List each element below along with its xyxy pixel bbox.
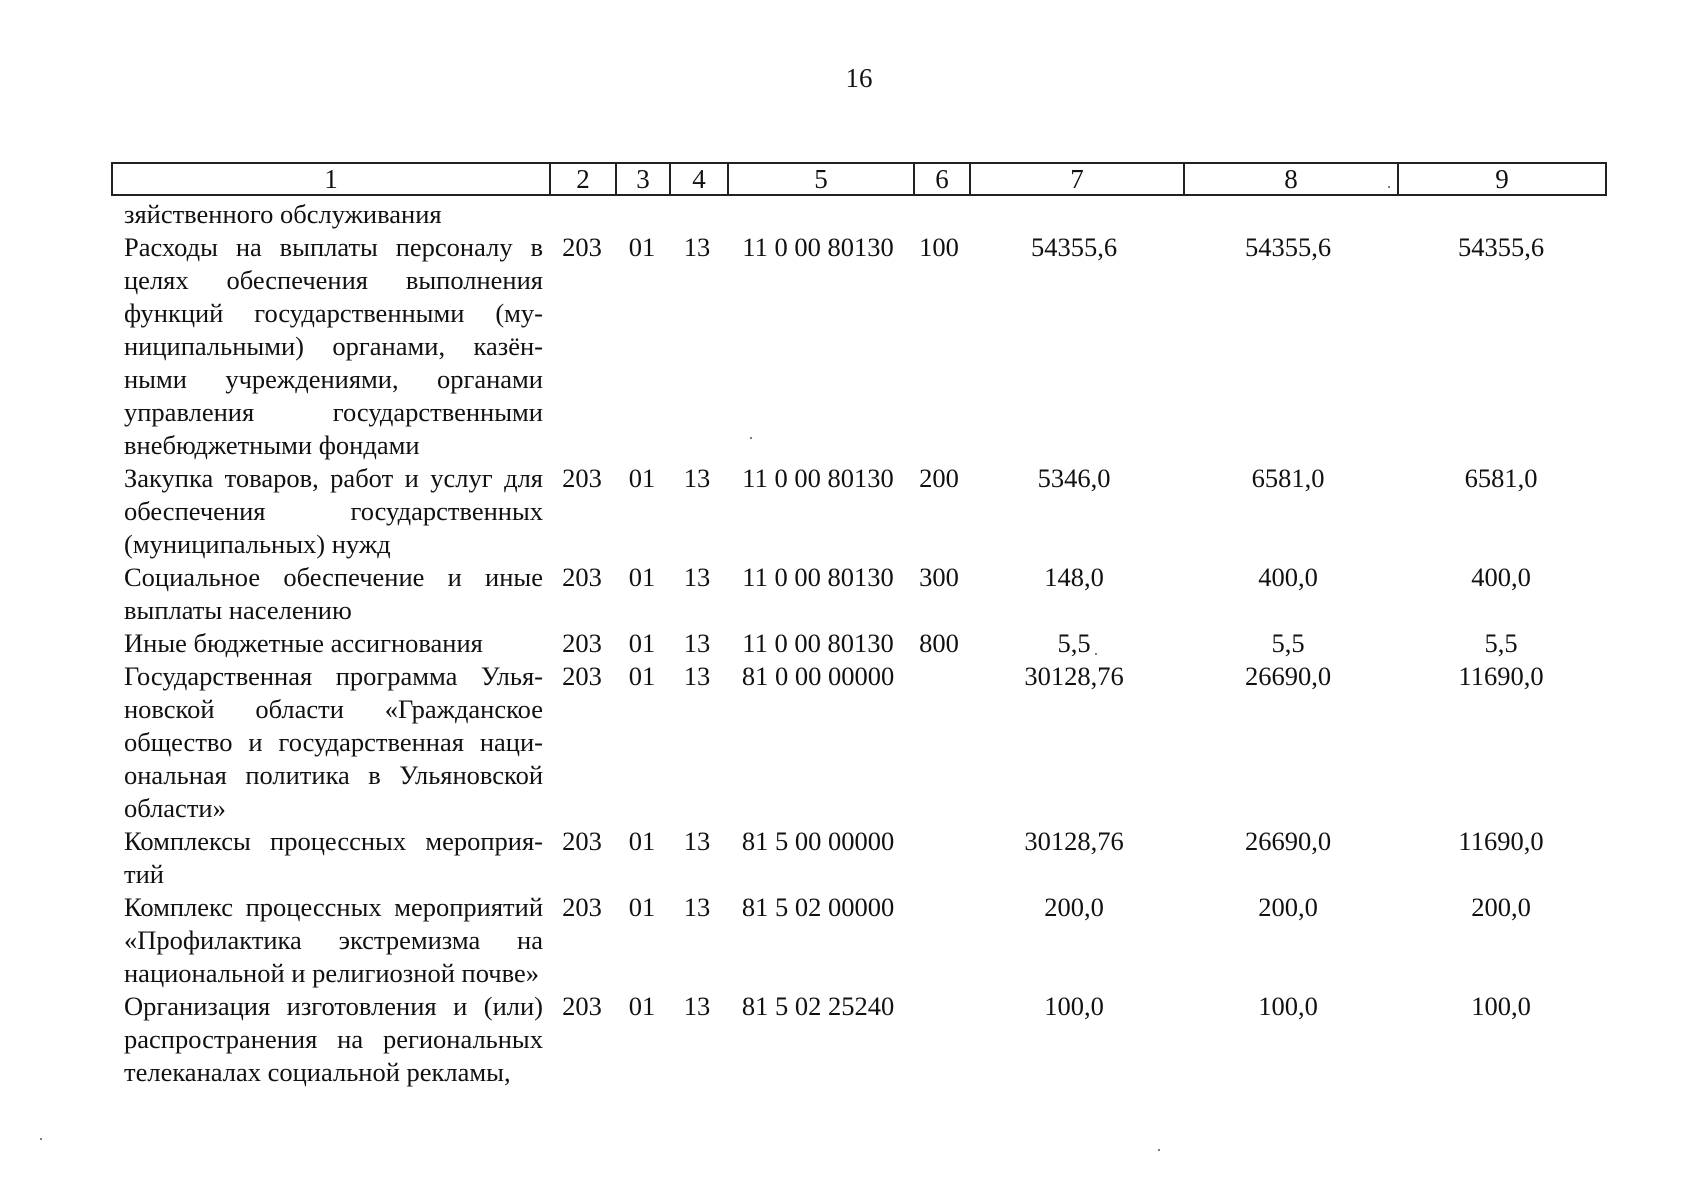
row-col-9 [1395, 198, 1607, 231]
row-col-7: 148,0 [1044, 562, 1104, 592]
scan-speck [750, 437, 752, 439]
row-col-6: 800 [919, 628, 959, 658]
row-col-7: 54355,6 [1030, 232, 1118, 262]
row-col-6 [911, 891, 967, 990]
table-row [111, 231, 1607, 462]
table-row [111, 561, 1607, 627]
row-col-7: 200,0 [1044, 892, 1104, 922]
table-header-row [111, 162, 1607, 196]
row-col-2: 203 [562, 892, 602, 922]
row-col-9: 200,0 [1471, 892, 1531, 922]
row-col-5: 11 0 00 80130 [742, 463, 894, 493]
row-col-2: 203 [562, 628, 602, 658]
row-col-2: 203 [562, 463, 602, 493]
row-col-8: 400,0 [1258, 562, 1318, 592]
row-description: Комплекс процессных мероприятий «Профилактика экстремизма на национальной и религиозной почве» [124, 892, 543, 988]
row-col-5: 11 0 00 80130 [742, 628, 894, 658]
table-row [111, 825, 1607, 891]
row-col-3: 01 [628, 661, 656, 691]
table-row [111, 462, 1607, 561]
row-description: Социальное обеспечение и иные выплаты населению [124, 562, 543, 625]
row-col-8: 26690,0 [1244, 826, 1332, 856]
row-col-6 [911, 990, 967, 1089]
row-col-4: 13 [683, 232, 711, 262]
table-row [111, 627, 1607, 660]
row-col-2: 203 [562, 562, 602, 592]
scan-speck [1158, 1149, 1160, 1151]
row-col-4: 13 [683, 562, 711, 592]
row-col-7: 100,0 [1044, 991, 1104, 1021]
row-col-8: 100,0 [1258, 991, 1318, 1021]
row-col-9: 6581,0 [1464, 463, 1538, 493]
row-col-4: 13 [683, 991, 711, 1021]
scan-speck [40, 1138, 42, 1140]
row-col-6 [911, 198, 967, 231]
row-col-8: 6581,0 [1251, 463, 1325, 493]
row-description: Комплексы процессных мероприятий [124, 826, 543, 889]
row-description: Расходы на выплаты персоналу в целях обеспечения выполнения функций государственными (муниципальными) органами, казёнными учреждениями, органами управления государственными внебюджетными фондами [124, 232, 543, 460]
row-col-7: 5,5 [1057, 628, 1091, 658]
column-header-3: 3 [617, 164, 671, 194]
row-col-3: 01 [628, 991, 656, 1021]
scan-speck [1095, 653, 1097, 655]
table-row [111, 198, 1607, 231]
row-col-6 [911, 660, 967, 825]
row-description: Иные бюджетные ассигнования [124, 628, 483, 658]
row-col-8: 5,5 [1271, 628, 1305, 658]
row-col-2: 203 [562, 991, 602, 1021]
row-col-4: 13 [683, 661, 711, 691]
column-header-1: 1 [113, 164, 551, 194]
column-header-7: 7 [971, 164, 1185, 194]
row-col-8 [1181, 198, 1395, 231]
row-description: зяйственного обслуживания [124, 199, 442, 229]
row-col-9: 100,0 [1471, 991, 1531, 1021]
row-col-4: 13 [683, 628, 711, 658]
row-col-6: 100 [919, 232, 959, 262]
column-header-2: 2 [551, 164, 617, 194]
row-col-7: 30128,76 [1024, 826, 1124, 856]
column-header-4: 4 [671, 164, 729, 194]
row-col-2: 203 [562, 232, 602, 262]
row-col-9: 11690,0 [1458, 826, 1544, 856]
row-col-5: 11 0 00 80130 [742, 562, 894, 592]
row-col-8: 200,0 [1258, 892, 1318, 922]
row-col-3: 01 [628, 562, 656, 592]
row-col-3: 01 [628, 826, 656, 856]
row-col-8: 54355,6 [1244, 232, 1332, 262]
row-col-9: 11690,0 [1458, 661, 1544, 691]
row-col-3: 01 [628, 232, 656, 262]
row-col-7: 30128,76 [1024, 661, 1124, 691]
column-header-5: 5 [729, 164, 915, 194]
row-col-6: 200 [919, 463, 959, 493]
row-col-5: 81 5 02 25240 [741, 991, 895, 1021]
row-col-5: 81 5 02 00000 [741, 892, 895, 922]
page-number: 16 [845, 63, 873, 93]
row-col-7 [967, 198, 1181, 231]
row-col-4: 13 [683, 463, 711, 493]
budget-table-body [111, 198, 1607, 1089]
scan-speck [1388, 186, 1390, 188]
row-col-8: 26690,0 [1244, 661, 1332, 691]
row-col-5: 81 0 00 00000 [741, 661, 895, 691]
row-col-4: 13 [683, 892, 711, 922]
column-header-9: 9 [1495, 164, 1509, 194]
row-description: Государственная программа Ульяновской области «Гражданское общество и государственная национальная политика в Ульяновской области» [124, 661, 543, 823]
column-header-8: 8 [1185, 164, 1399, 194]
row-col-2: 203 [562, 661, 602, 691]
row-col-5 [725, 198, 911, 231]
row-col-3: 01 [628, 892, 656, 922]
row-description: Организация изготовления и (или) распространения на региональных телеканалах социальной рекламы, [124, 991, 543, 1087]
row-col-2: 203 [562, 826, 602, 856]
table-row [111, 891, 1607, 990]
table-row [111, 660, 1607, 825]
row-col-2 [549, 198, 615, 231]
row-description: Закупка товаров, работ и услуг для обеспечения государственных (муниципальных) нужд [124, 463, 543, 559]
row-col-3: 01 [628, 463, 656, 493]
table-row [111, 990, 1607, 1089]
row-col-6: 300 [919, 562, 959, 592]
row-col-9: 5,5 [1484, 628, 1518, 658]
row-col-7: 5346,0 [1037, 463, 1111, 493]
column-header-6: 6 [915, 164, 971, 194]
row-col-4: 13 [683, 826, 711, 856]
row-col-4 [669, 198, 725, 231]
row-col-3: 01 [628, 628, 656, 658]
row-col-6 [911, 825, 967, 891]
row-col-3 [615, 198, 669, 231]
row-col-9: 54355,6 [1457, 232, 1545, 262]
row-col-5: 11 0 00 80130 [742, 232, 894, 262]
row-col-5: 81 5 00 00000 [741, 826, 895, 856]
row-col-9: 400,0 [1471, 562, 1531, 592]
